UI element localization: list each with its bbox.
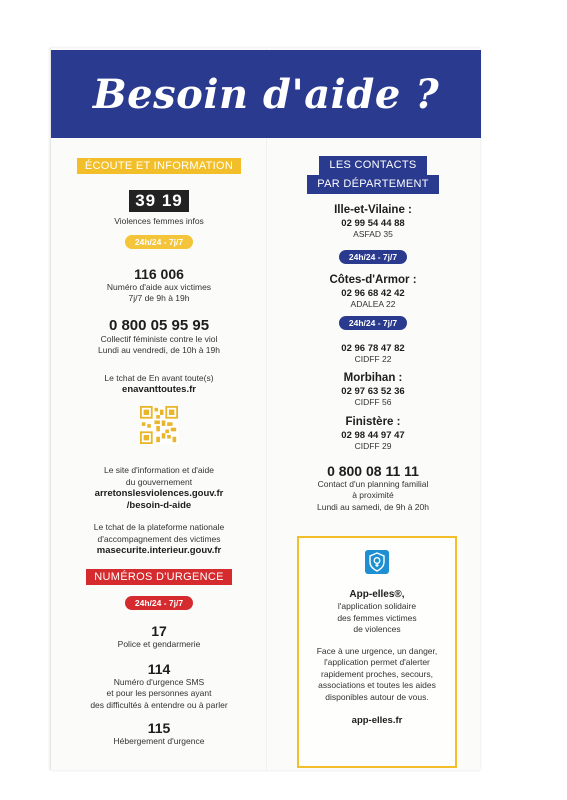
gov-site-link1[interactable]: arretonslesviolences.gouv.fr [94,488,224,499]
gov-site-link2[interactable]: /besoin-d-aide [126,500,192,511]
phone-ille[interactable]: 02 99 54 44 88 [341,218,405,229]
app-desc2: des femmes victimes [337,612,417,623]
section-urgence-title: NUMÉROS D'URGENCE [86,569,231,585]
leaflet [50,48,480,770]
cotes-hours-badge: 24h/24 - 7j/7 [339,316,407,330]
phone-114-desc1: Numéro d'urgence SMS [113,676,205,687]
tchat-link[interactable]: enavanttoutes.fr [122,384,196,395]
app-body3: rapidement proches, secours, [321,668,433,679]
app-desc1: l'application solidaire [337,601,417,611]
left-column [59,156,259,748]
phone-3919-desc: Violences femmes infos [114,216,204,226]
app-body4: associations et toutes les aides [318,680,436,690]
phone-cotes[interactable]: 02 96 68 42 42 [341,287,405,299]
dept-cotes-armor: Côtes-d'Armor : [329,273,417,286]
section-contacts-title1: LES CONTACTS [319,156,426,175]
dept-morbihan: Morbihan : [343,371,403,384]
phone-116006-desc1: Numéro d'aide aux victimes [106,281,212,292]
phone-115[interactable]: 115 [147,720,171,736]
ille-hours-badge: 24h/24 - 7j/7 [339,250,407,264]
app-link[interactable]: app-elles.fr [351,715,403,726]
app-body2: l'application permet d'alerter [324,657,430,667]
app-body5: disponibles autour de vous. [325,691,429,702]
app-elles-logo-icon [365,550,389,574]
phone-0800059595[interactable]: 0 800 05 95 95 [108,316,210,334]
planning-desc1: Contact d'un planning familial [317,478,429,489]
phone-morbihan[interactable]: 02 97 63 52 36 [341,385,405,397]
platform-link[interactable]: masecurite.interieur.gouv.fr [96,545,222,556]
phone-3919[interactable]: 39 19 [129,190,189,212]
platform-intro1: Le tchat de la plateforme nationale [93,522,225,532]
phone-114-desc3: des difficultés à entendre ou à parler [90,699,228,710]
phone-0800081111[interactable]: 0 800 08 11 11 [327,462,419,479]
phone-17[interactable]: 17 [151,623,167,639]
org-morbihan: CIDFF 56 [354,396,392,407]
app-elles-box [297,536,457,768]
planning-desc3: Lundi au samedi, de 9h à 20h [316,501,429,512]
org-ille: ASFAD 35 [353,229,393,239]
dept-finistere: Finistère : [345,416,401,428]
phone-116006-desc2: 7j/7 de 9h à 19h [128,293,190,303]
phone-115-desc: Hébergement d'urgence [113,736,205,746]
page-title: Besoin d'aide ? [92,70,440,118]
gov-site-intro1: Le site d'information et d'aide [103,465,215,475]
org-cotes: ADALEA 22 [350,298,396,309]
section-ecoute-title: ÉCOUTE ET INFORMATION [77,158,241,174]
section-contacts-title2: PAR DÉPARTEMENT [307,175,438,194]
app-desc3: de violences [353,624,401,634]
planning-desc2: à proximité [352,490,394,500]
phone-114[interactable]: 114 [147,660,171,677]
phone-116006[interactable]: 116 006 [134,265,184,282]
fold-line [266,48,267,770]
qr-code-icon [140,406,178,444]
org-cotes-2: CIDFF 22 [354,354,392,364]
title-banner [51,50,481,138]
urgence-hours-badge: 24h/24 - 7j/7 [125,596,193,610]
app-name: App-elles®, [349,589,405,600]
phone-cotes-2[interactable]: 02 96 78 47 82 [341,343,405,354]
phone-0800-desc1: Collectif féministe contre le viol [100,333,218,344]
platform-intro2: d'accompagnement des victimes [97,533,221,544]
phone-0800-desc2: Lundi au vendredi, de 10h à 19h [98,345,220,355]
right-column [273,156,473,513]
phone-finistere[interactable]: 02 98 44 97 47 [341,430,405,441]
dept-ille-et-vilaine: Ille-et-Vilaine : [334,204,412,216]
app-body1: Face à une urgence, un danger, [316,645,438,656]
phone-114-desc2: et pour les personnes ayant [106,688,212,698]
hours-badge: 24h/24 - 7j/7 [125,235,193,249]
org-finistere: CIDFF 29 [354,441,392,451]
gov-site-intro2: du gouvernement [125,476,193,487]
phone-17-desc: Police et gendarmerie [117,639,201,649]
tchat-intro: Le tchat de En avant toute(s) [104,372,214,383]
